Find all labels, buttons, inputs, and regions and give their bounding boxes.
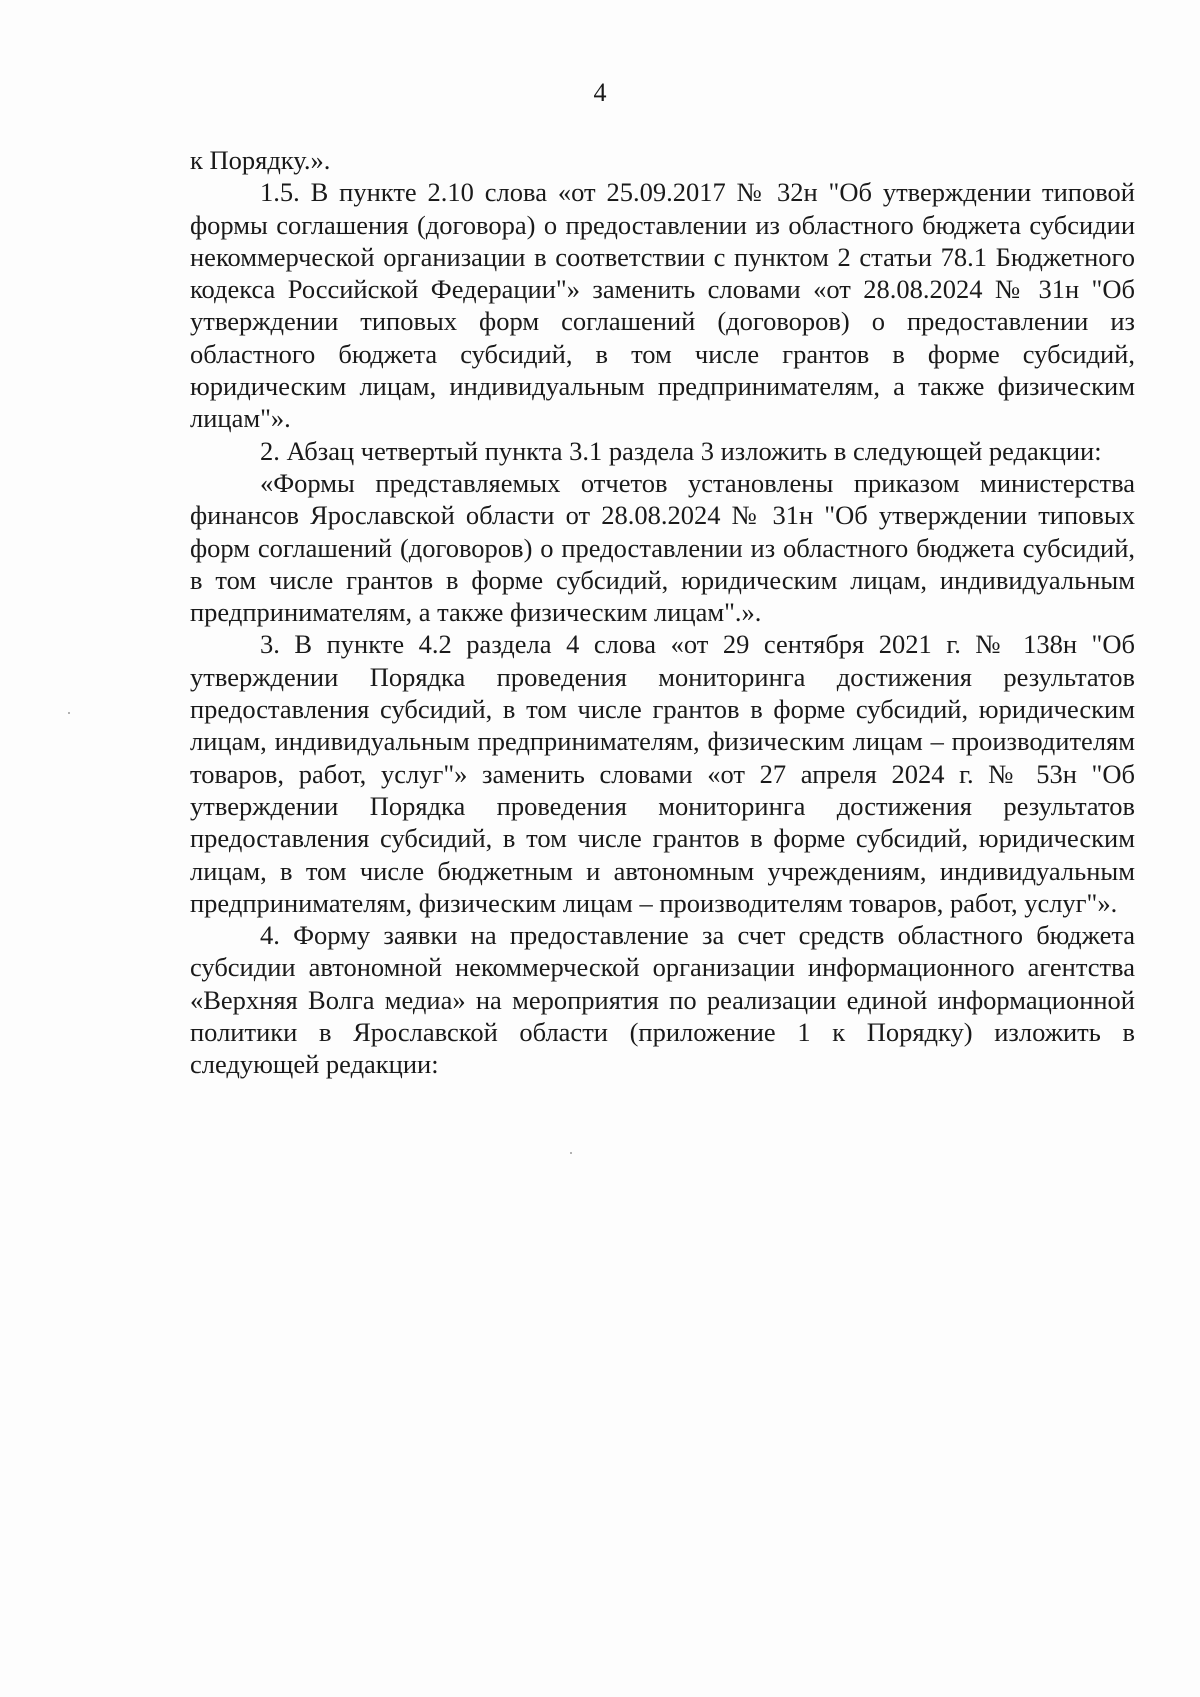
scan-speck	[68, 712, 70, 714]
paragraph-item-1-5: 1.5. В пункте 2.10 слова «от 25.09.2017 № 32н "Об утверждении типовой формы соглашения (договора) о предоставлении из областного бюджета субсидии некоммерческой организации в соответствии с пунктом 2 статьи 78.1 Бюджетного кодекса Российской Федерации"» заменить словами «от 28.08.2024 № 31н "Об утверждении типовых форм соглашений (договоров) о предоставлении из областного бюджета субсидий, в том числе грантов в форме субсидий, юридическим лицам, индивидуальным предпринимателям, а также физическим лицам"».	[190, 177, 1135, 434]
paragraph-item-4: 4. Форму заявки на предоставление за счет средств областного бюджета субсидии автономной некоммерческой организации информационного агентства «Верхняя Волга медиа» на мероприятия по реализации единой информационной политики в Ярославской области (приложение 1 к Порядку) изложить в следующей редакции:	[190, 920, 1135, 1080]
paragraph-item-3: 3. В пункте 4.2 раздела 4 слова «от 29 сентября 2021 г. № 138н "Об утверждении Порядка проведения мониторинга достижения результатов предоставления субсидий, в том числе грантов в форме субсидий, юридическим лицам, индивидуальным предпринимателям, физическим лицам – производителям товаров, работ, услуг"» заменить словами «от 27 апреля 2024 г. № 53н "Об утверждении Порядка проведения мониторинга достижения результатов предоставления субсидий, в том числе грантов в форме субсидий, юридическим лицам, в том числе бюджетным и автономным учреждениям, индивидуальным предпринимателям, физическим лицам – производителям товаров, работ, услуг"».	[190, 629, 1135, 918]
paragraph-quoted-text: «Формы представляемых отчетов установлены приказом министерства финансов Ярославской области от 28.08.2024 № 31н "Об утверждении типовых форм соглашений (договоров) о предоставлении из областного бюджета субсидий, в том числе грантов в форме субсидий, юридическим лицам, индивидуальным предпринимателям, а также физическим лицам".».	[190, 467, 1135, 628]
document-body	[190, 144, 1135, 1081]
paragraph-continuation: к Порядку.».	[190, 145, 331, 175]
paragraph-item-2: 2. Абзац четвертый пункта 3.1 раздела 3 изложить в следующей редакции:	[260, 435, 1102, 466]
page-number: 4	[593, 78, 607, 107]
scan-speck	[570, 1152, 572, 1154]
